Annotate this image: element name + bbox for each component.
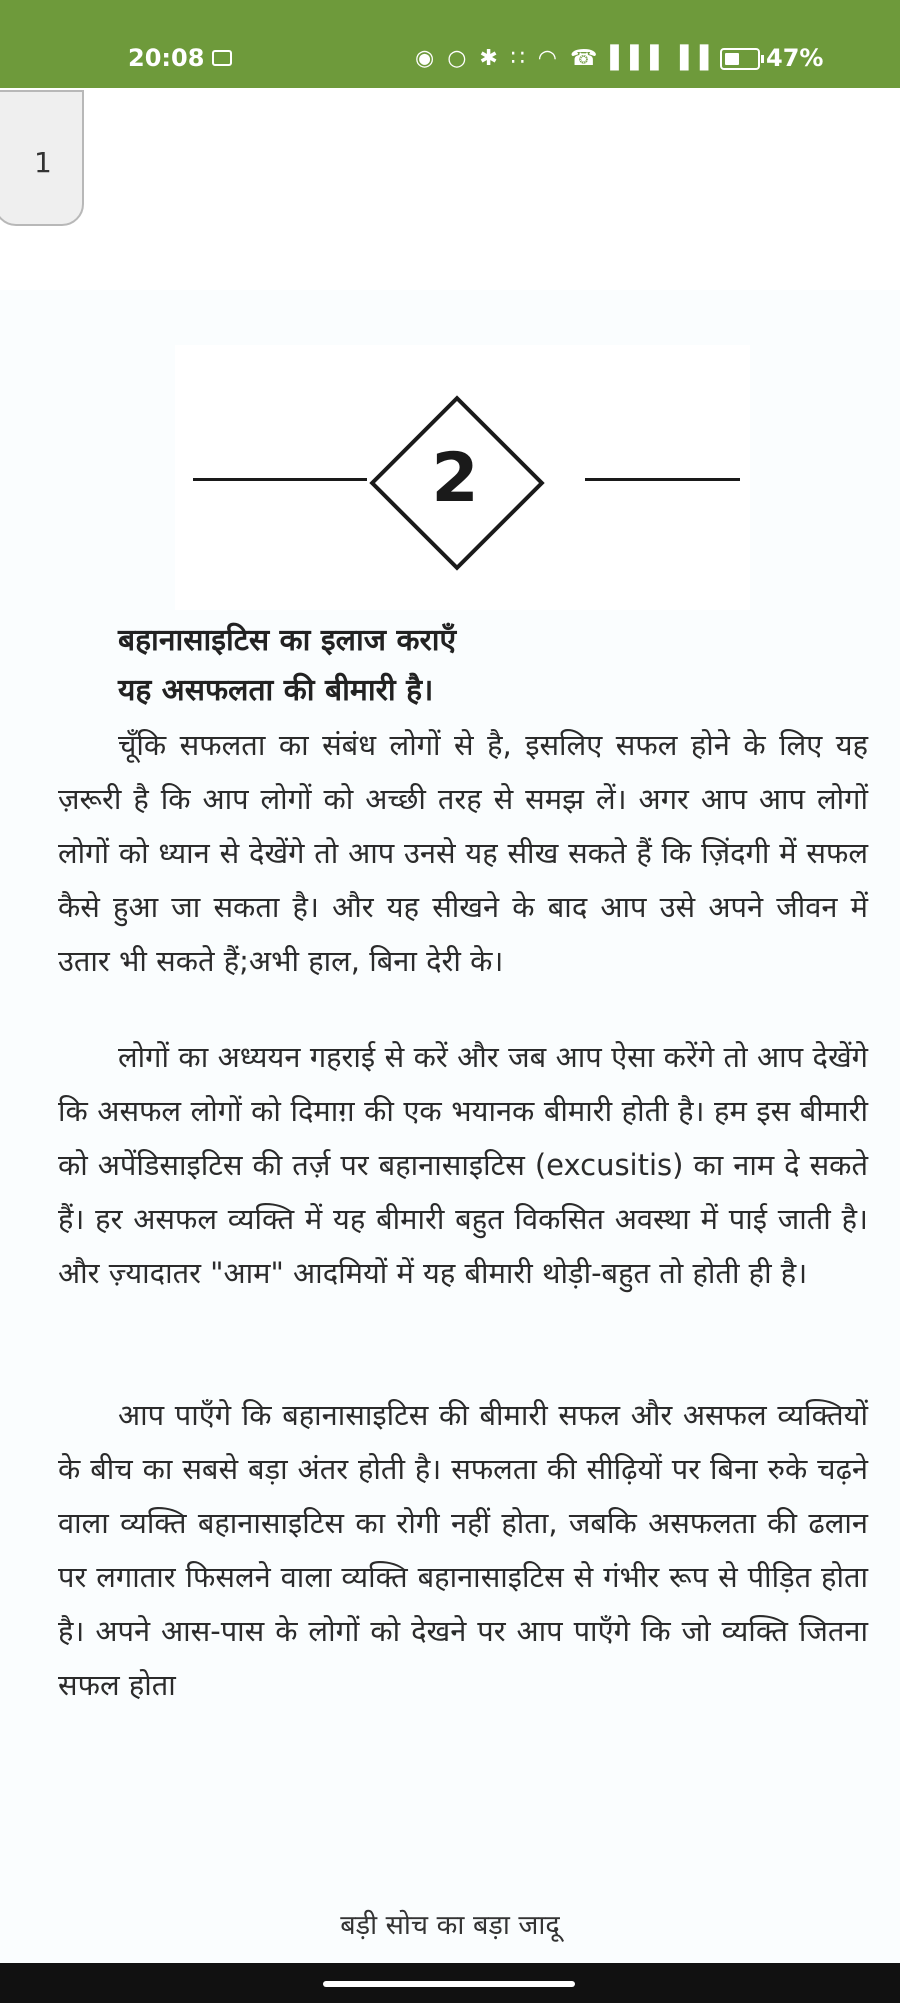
page-number-tab[interactable]: [0, 90, 84, 226]
status-bar: [0, 0, 900, 88]
gesture-handle[interactable]: [323, 1981, 575, 1987]
page-number: 1: [34, 146, 52, 179]
ornament-rule-right: [585, 478, 740, 481]
paragraph-2: लोगों का अध्ययन गहराई से करें और जब आप ऐसा करेंगे तो आप देखेंगे कि असफल लोगों को दिमाग़ की एक भयानक बीमारी होती है। हम इस बीमारी को अपेंडिसाइटिस की तर्ज़ पर बहानासाइटिस (excusitis) का नाम दे सकते हैं। हर असफल व्यक्ति में यह बीमारी बहुत विकसित अवस्था में पाई जाती है। और ज़्यादातर "आम" आदमियों में यह बीमारी थोड़ी-बहुत तो होती ही है।: [58, 1040, 868, 1290]
paragraph-3: आप पाएँगे कि बहानासाइटिस की बीमारी सफल और असफल व्यक्तियों के बीच का सबसे बड़ा अंतर होती है। सफलता की सीढ़ियों पर बिना रुके चढ़ने वाला व्यक्ति बहानासाइटिस का रोगी नहीं होता, जबकि असफलता की ढलान पर लगातार फिसलने वाला व्यक्ति बहानासाइटिस से गंभीर रूप से पीड़ित होता है। अपने आस-पास के लोगों को देखने पर आप पाएँगे कि जो व्यक्ति जितना सफल होता: [58, 1398, 868, 1702]
status-time: 20:08: [128, 44, 205, 72]
chapter-heading-line-1: बहानासाइटिस का इलाज कराएँ: [118, 623, 457, 658]
chapter-ornament: [175, 345, 750, 610]
book-page: [0, 290, 900, 1963]
paragraph-1: चूँकि सफलता का संबंध लोगों से है, इसलिए सफल होने के लिए यह ज़रूरी है कि आप लोगों को अच्छी तरह से समझ लें। अगर आप आप लोगों लोगों को ध्यान से देखेंगे तो आप उनसे यह सीख सकते हैं कि ज़िंदगी में सफल कैसे हुआ जा सकता है। और यह सीखने के बाद आप उसे अपने जीवन में उतार भी सकते हैं;अभी हाल, बिना देरी के।: [58, 728, 868, 978]
navigation-bar: [0, 1963, 900, 2003]
chapter-heading-line-2: यह असफलता की बीमारी है।: [118, 673, 434, 708]
book-title-footer: बड़ी सोच का बड़ा जादू: [340, 1910, 560, 1941]
status-icons: ◉ ○ ✱ ∷ ◠ ☎ ▌▌▌ ▌▌: [415, 46, 720, 71]
screen-cast-icon: [212, 50, 232, 66]
ornament-rule-left: [193, 478, 367, 481]
battery-percent: 47%: [766, 44, 824, 72]
battery-icon: [720, 48, 760, 70]
chapter-number: 2: [431, 439, 479, 518]
